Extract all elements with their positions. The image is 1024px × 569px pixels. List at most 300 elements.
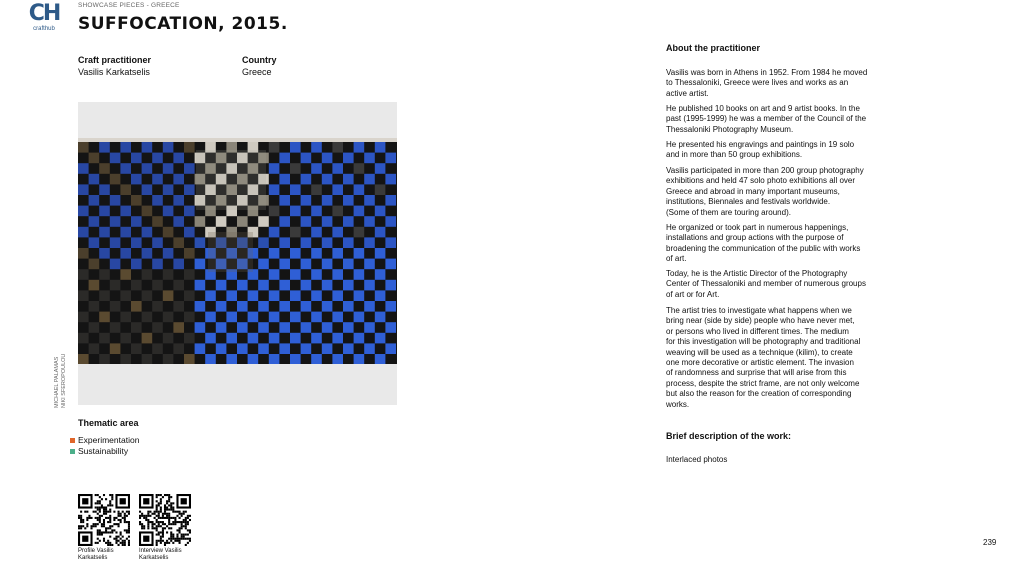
weave-cell (184, 227, 195, 238)
weave-cell (311, 184, 322, 195)
weave-cell (375, 206, 386, 217)
weave-cell (195, 301, 206, 312)
weave-cell (269, 163, 280, 174)
about-paragraph: He organized or took part in numerous happenings, installations and group actions with the purpose of broadening the communication of the public with works of art. (666, 223, 861, 264)
weave-cell (258, 280, 269, 291)
green-square-icon (70, 449, 75, 454)
weave-cell (279, 322, 290, 333)
weave-cell (279, 216, 290, 227)
weave-cell (375, 269, 386, 280)
weave-cell (343, 153, 354, 164)
weave-cell (364, 280, 375, 291)
weave-cell (354, 333, 365, 344)
weave-cell (332, 333, 343, 344)
weave-cell (89, 237, 100, 248)
weave-cell (163, 163, 174, 174)
weave-cell (237, 280, 248, 291)
practitioner-value: Vasilis Karkatselis (78, 67, 150, 77)
weave-cell (354, 248, 365, 259)
weave-cell (237, 322, 248, 333)
weave-cell (173, 322, 184, 333)
weave-cell (385, 174, 396, 185)
weave-cell (163, 227, 174, 238)
weave-cell (364, 301, 375, 312)
weave-cell (269, 184, 280, 195)
weave-cell (237, 343, 248, 354)
weave-cell (237, 301, 248, 312)
weave-cell (375, 184, 386, 195)
weave-cell (322, 153, 333, 164)
weave-cell (131, 216, 142, 227)
weave-cell (311, 290, 322, 301)
weave-cell (226, 333, 237, 344)
weave-cell (78, 290, 89, 301)
section-eyebrow: SHOWCASE PIECES - GREECE (78, 2, 180, 9)
weave-cell (163, 269, 174, 280)
weave-cell (332, 269, 343, 280)
weave-cell (385, 259, 396, 270)
weave-cell (301, 174, 312, 185)
brief-text: Interlaced photos (666, 455, 728, 464)
weave-cell (343, 259, 354, 270)
weave-cell (120, 248, 131, 259)
weave-cell (332, 163, 343, 174)
weave-cell (385, 216, 396, 227)
weave-cell (354, 269, 365, 280)
weave-cell (279, 174, 290, 185)
weave-cell (385, 343, 396, 354)
weave-cell (343, 174, 354, 185)
weave-cell (131, 343, 142, 354)
weave-cell (89, 153, 100, 164)
about-paragraph: The artist tries to investigate what happens when we bring near (side by side) people who have never met, or persons who lived in different times. The medium for this investigation will be photography and traditional weaving will be used as a technique (kilim), to create one more decorative or artistic element. The invasion of randomness and surprise that will arise from this process, despite the strict frame, are not only welcome but also the reason for the creation of corresponding works. (666, 306, 861, 409)
weave-cell (269, 248, 280, 259)
weave-cell (184, 163, 195, 174)
weave-cell (290, 206, 301, 217)
about-title: About the practitioner (666, 43, 760, 53)
theme-item (70, 446, 128, 456)
weave-cell (131, 280, 142, 291)
weave-cell (142, 184, 153, 195)
qr-caption-profile[interactable]: Profile Vasilis Karkatselis (78, 548, 114, 561)
weave-cell (163, 333, 174, 344)
weave-cell (290, 333, 301, 344)
weave-cell (290, 142, 301, 153)
weave-cell (354, 312, 365, 323)
weave-cell (184, 184, 195, 195)
weave-cell (89, 301, 100, 312)
weave-cell (110, 153, 121, 164)
weave-cell (311, 312, 322, 323)
weave-cell (269, 227, 280, 238)
weave-cell (237, 216, 248, 227)
weave-cell (354, 206, 365, 217)
weave-cell (279, 195, 290, 206)
weave-cell (163, 184, 174, 195)
weave-cell (152, 153, 163, 164)
weave-cell (78, 248, 89, 259)
weave-cell (99, 184, 110, 195)
weave-cell (142, 290, 153, 301)
practitioner-label: Craft practitioner (78, 55, 152, 65)
weave-cell (385, 322, 396, 333)
weave-cell (120, 269, 131, 280)
weave-cell (152, 322, 163, 333)
weave-cell (131, 301, 142, 312)
weave-cell (205, 290, 216, 301)
weave-cell (269, 206, 280, 217)
weave-cell (269, 354, 280, 364)
weave-cell (343, 343, 354, 354)
weave-cell (195, 237, 206, 248)
about-paragraph: Vasilis participated in more than 200 group photography exhibitions and held 47 solo photo exhibitions all over Greece and abroad in many important museums, institutions, Biennales and festivals worldwide. (Some of them are touring around). (666, 166, 864, 217)
weave-cell (364, 195, 375, 206)
weave-cell (173, 153, 184, 164)
weave-cell (354, 290, 365, 301)
weave-cell (343, 322, 354, 333)
weave-cell (332, 142, 343, 153)
weave-cell (226, 354, 237, 364)
weave-cell (184, 269, 195, 280)
weave-cell (173, 237, 184, 248)
weave-cell (110, 301, 121, 312)
weave-cell (311, 227, 322, 238)
weave-cell (354, 184, 365, 195)
brief-title: Brief description of the work: (666, 431, 792, 441)
weave-cell (173, 174, 184, 185)
weave-cell (110, 343, 121, 354)
weave-cell (120, 163, 131, 174)
weave-cell (311, 163, 322, 174)
weave-cell (110, 216, 121, 227)
weave-cell (279, 259, 290, 270)
weave-cell (311, 206, 322, 217)
weave-cell (163, 206, 174, 217)
weave-cell (120, 312, 131, 323)
weave-cell (99, 142, 110, 153)
qr-caption-interview[interactable]: Interview Vasilis Karkatselis (139, 548, 182, 561)
artwork-photo-frame (78, 102, 397, 405)
weave-cell (78, 206, 89, 217)
weave-cell (120, 206, 131, 217)
weave-cell (343, 301, 354, 312)
weave-cell (89, 174, 100, 185)
weave-cell (322, 195, 333, 206)
weave-cell (99, 163, 110, 174)
weave-cell (279, 343, 290, 354)
weave-cell (301, 259, 312, 270)
weave-cell (322, 343, 333, 354)
weave-cell (152, 259, 163, 270)
weave-cell (258, 301, 269, 312)
weave-cell (279, 280, 290, 291)
weave-cell (173, 259, 184, 270)
weave-cell (322, 216, 333, 227)
weave-cell (78, 333, 89, 344)
weave-cell (301, 216, 312, 227)
weave-cell (301, 195, 312, 206)
weave-cell (142, 354, 153, 364)
weave-cell (89, 343, 100, 354)
weave-cell (311, 142, 322, 153)
weave-cell (216, 216, 227, 227)
weave-cell (195, 322, 206, 333)
weave-cell (110, 259, 121, 270)
weave-cell (89, 195, 100, 206)
country-label: Country (242, 55, 277, 65)
weave-cell (110, 195, 121, 206)
weave-cell (195, 216, 206, 227)
weave-cell (78, 312, 89, 323)
weave-cell (99, 333, 110, 344)
weave-cell (322, 259, 333, 270)
weave-cell (322, 174, 333, 185)
weave-cell (343, 237, 354, 248)
weave-cell (205, 312, 216, 323)
weave-cell (195, 343, 206, 354)
country-value: Greece (242, 67, 272, 77)
weave-cell (269, 142, 280, 153)
weave-cell (120, 333, 131, 344)
weave-cell (248, 354, 259, 364)
weave-cell (332, 184, 343, 195)
weave-cell (290, 184, 301, 195)
weave-cell (173, 280, 184, 291)
weave-cell (184, 333, 195, 344)
weave-cell (195, 280, 206, 291)
weave-cell (152, 343, 163, 354)
weave-cell (163, 248, 174, 259)
weave-cell (120, 142, 131, 153)
weave-cell (364, 153, 375, 164)
weave-cell (258, 322, 269, 333)
weave-cell (322, 322, 333, 333)
weave-cell (375, 227, 386, 238)
qr-code-icon[interactable] (139, 494, 191, 546)
weave-cell (152, 280, 163, 291)
weave-cell (142, 333, 153, 344)
weave-cell (375, 354, 386, 364)
weave-cell (131, 174, 142, 185)
about-paragraph: He published 10 books on art and 9 artist books. In the past (1995-1999) he was a member of the Council of the Thessaloniki Photography Museum. (666, 104, 867, 134)
weave-cell (269, 290, 280, 301)
weave-cell (354, 142, 365, 153)
weave-cell (301, 153, 312, 164)
weave-cell (301, 301, 312, 312)
weave-cell (110, 280, 121, 291)
weave-cell (226, 290, 237, 301)
weave-cell (269, 269, 280, 280)
weave-cell (99, 227, 110, 238)
weave-cell (142, 206, 153, 217)
weave-cell (184, 142, 195, 153)
weave-cell (152, 216, 163, 227)
weave-cell (375, 290, 386, 301)
weave-cell (258, 259, 269, 270)
weave-cell (332, 354, 343, 364)
weave-cell (258, 237, 269, 248)
weave-cell (332, 290, 343, 301)
weave-cell (131, 259, 142, 270)
weave-cell (110, 174, 121, 185)
crafthub-logo (28, 2, 60, 33)
weave-cell (364, 322, 375, 333)
weave-cell (385, 195, 396, 206)
weave-cell (99, 312, 110, 323)
weave-cell (332, 312, 343, 323)
theme-label: Experimentation (78, 435, 140, 445)
weave-cell (290, 248, 301, 259)
weave-cell (279, 301, 290, 312)
page-number: 239 (983, 538, 997, 547)
weave-cell (89, 322, 100, 333)
weave-cell (322, 237, 333, 248)
weave-cell (184, 248, 195, 259)
weave-cell (142, 312, 153, 323)
weave-cell (322, 280, 333, 291)
weave-cell (301, 280, 312, 291)
weave-cell (131, 153, 142, 164)
weave-cell (258, 343, 269, 354)
weave-cell (131, 322, 142, 333)
weave-cell (142, 142, 153, 153)
weave-cell (375, 312, 386, 323)
logo-mark: CH (28, 1, 60, 26)
weave-cell (311, 333, 322, 344)
weave-cell (290, 312, 301, 323)
weave-cell (248, 333, 259, 344)
weave-cell (311, 354, 322, 364)
weave-cell (279, 237, 290, 248)
weave-cell (142, 248, 153, 259)
logo-text: crafthub (33, 26, 55, 32)
orange-square-icon (70, 438, 75, 443)
weave-cell (301, 322, 312, 333)
weave-cell (131, 237, 142, 248)
weave-cell (184, 206, 195, 217)
weave-cell (142, 163, 153, 174)
photo-credit (54, 354, 68, 408)
theme-item (70, 435, 139, 445)
weave-cell (343, 216, 354, 227)
weave-cell (163, 354, 174, 364)
weave-cell (205, 333, 216, 344)
weave-cell (152, 195, 163, 206)
weave-cell (131, 195, 142, 206)
weave-cell (375, 163, 386, 174)
weave-cell (290, 227, 301, 238)
credit-line-1: MICHAEL PALAMAS (54, 356, 60, 408)
weave-cell (290, 290, 301, 301)
page-title: SUFFOCATION, 2015. (78, 14, 288, 34)
weave-cell (152, 174, 163, 185)
weave-cell (110, 322, 121, 333)
weave-cell (385, 301, 396, 312)
weave-cell (258, 216, 269, 227)
weave-cell (290, 163, 301, 174)
weave-cell (279, 153, 290, 164)
about-paragraph: He presented his engravings and paintings in 19 solo and in more than 50 group exhibitions. (666, 140, 855, 160)
weave-cell (78, 142, 89, 153)
weave-cell (332, 248, 343, 259)
weave-cell (290, 269, 301, 280)
weave-cell (110, 237, 121, 248)
weave-cell (195, 259, 206, 270)
about-paragraph: Today, he is the Artistic Director of the Photography Center of Thessaloniki and member of numerous groups of art or for Art. (666, 269, 866, 299)
weave-cell (184, 354, 195, 364)
weave-cell (205, 354, 216, 364)
weave-cell (311, 269, 322, 280)
weave-cell (99, 206, 110, 217)
weave-cell (216, 280, 227, 291)
weave-cell (301, 343, 312, 354)
weave-cell (269, 312, 280, 323)
weave-cell (142, 269, 153, 280)
weave-cell (354, 354, 365, 364)
weave-cell (301, 237, 312, 248)
weave-cell (322, 301, 333, 312)
about-paragraph: Vasilis was born in Athens in 1952. From 1984 he moved to Thessaloniki, Greece were lives and works as an active artist. (666, 68, 868, 98)
weave-cell (226, 312, 237, 323)
thematic-area-title: Thematic area (78, 418, 139, 428)
weave-cell (99, 248, 110, 259)
weave-cell (216, 301, 227, 312)
weave-cell (354, 227, 365, 238)
weave-cell (173, 195, 184, 206)
weave-cell (99, 354, 110, 364)
weave-cell (290, 354, 301, 364)
weave-cell (343, 195, 354, 206)
weave-cell (163, 142, 174, 153)
weave-cell (120, 354, 131, 364)
weave-cell (343, 280, 354, 291)
artwork-photo (78, 142, 397, 364)
weave-cell (120, 227, 131, 238)
weave-cell (332, 227, 343, 238)
weave-cell (184, 312, 195, 323)
weave-cell (89, 280, 100, 291)
weave-cell (78, 184, 89, 195)
weave-cell (364, 343, 375, 354)
weave-cell (89, 216, 100, 227)
weave-cell (269, 333, 280, 344)
weave-cell (216, 343, 227, 354)
weave-cell (78, 163, 89, 174)
weave-cell (364, 237, 375, 248)
weave-cell (78, 354, 89, 364)
weave-cell (173, 343, 184, 354)
weave-cell (184, 290, 195, 301)
weave-cell (89, 259, 100, 270)
weave-cell (364, 216, 375, 227)
weave-cell (99, 269, 110, 280)
weave-cell (248, 290, 259, 301)
weave-cell (120, 184, 131, 195)
weave-cell (78, 269, 89, 280)
qr-code-icon[interactable] (78, 494, 130, 546)
weave-cell (248, 312, 259, 323)
weave-cell (152, 237, 163, 248)
weave-cell (152, 301, 163, 312)
weave-cell (163, 290, 174, 301)
theme-label: Sustainability (78, 446, 129, 456)
weave-cell (354, 163, 365, 174)
weave-cell (375, 142, 386, 153)
weave-cell (364, 174, 375, 185)
weave-cell (78, 227, 89, 238)
weave-cell (375, 333, 386, 344)
weave-cell (120, 290, 131, 301)
